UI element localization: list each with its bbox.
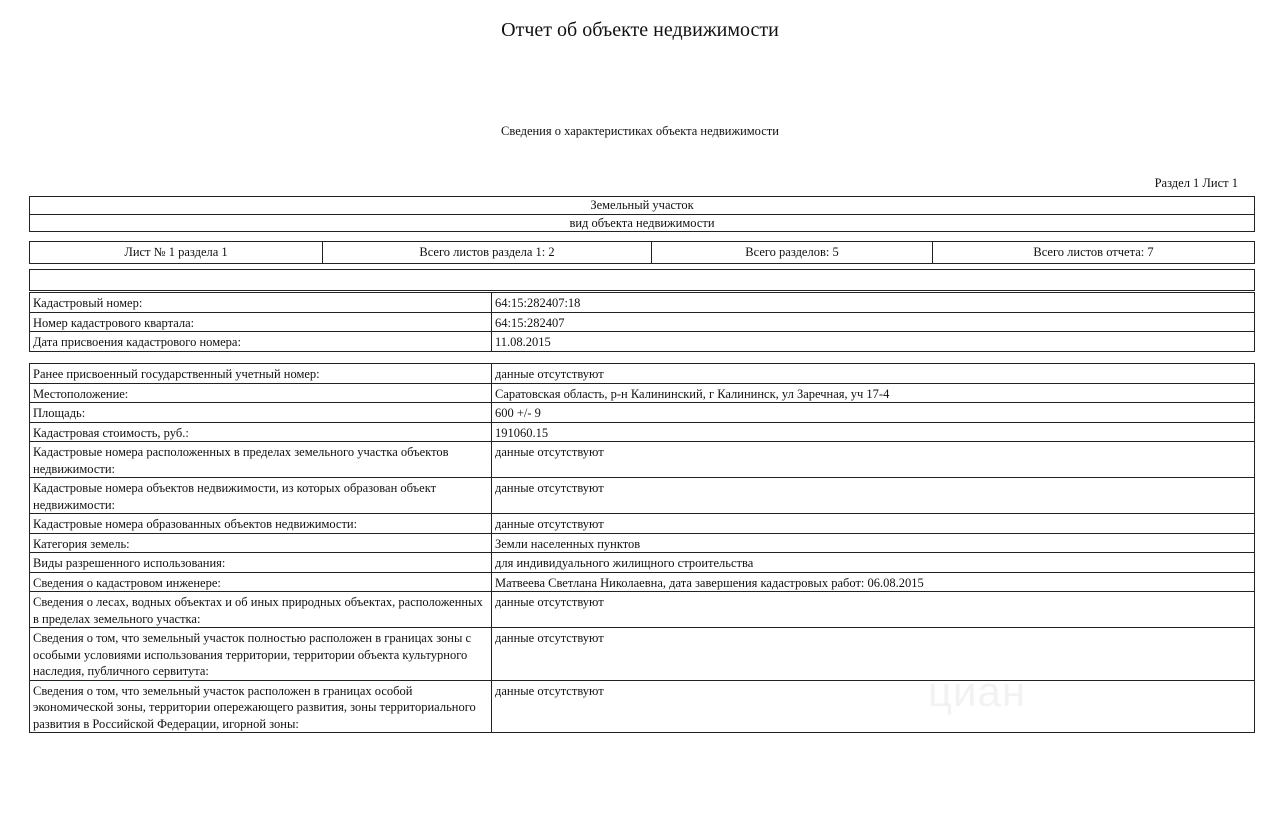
field-value: данные отсутствуют: [492, 478, 1255, 514]
field-value: данные отсутствуют: [492, 628, 1255, 681]
table-row: [30, 403, 1255, 423]
field-value: данные отсутствуют: [492, 592, 1255, 628]
field-value: Матвеева Светлана Николаевна, дата завершения кадастровых работ: 06.08.2015: [492, 572, 1255, 592]
table-row: [30, 572, 1255, 592]
table-row: [30, 553, 1255, 573]
characteristics-table: [29, 363, 1255, 733]
object-type-block: [29, 196, 1255, 232]
field-label: Номер кадастрового квартала:: [30, 312, 492, 332]
field-label: Кадастровые номера образованных объектов недвижимости:: [30, 514, 492, 534]
table-row: [30, 533, 1255, 553]
table-row: [30, 628, 1255, 681]
cadastral-ids-table: [29, 292, 1255, 352]
section-sheets-total: Всего листов раздела 1: 2: [322, 242, 651, 263]
report-title: Отчет об объекте недвижимости: [501, 19, 779, 41]
field-value: данные отсутствуют: [492, 364, 1255, 384]
sections-total: Всего разделов: 5: [651, 242, 932, 263]
field-label: Сведения о том, что земельный участок полностью расположен в границах зоны с особыми условиями использования территории, территории объекта культурного наследия, публичного сервитута:: [30, 628, 492, 681]
field-label: Кадастровые номера объектов недвижимости, из которых образован объект недвижимости:: [30, 478, 492, 514]
field-label: Ранее присвоенный государственный учетный номер:: [30, 364, 492, 384]
report-subtitle: Сведения о характеристиках объекта недвижимости: [501, 124, 779, 138]
field-value: Саратовская область, р-н Калининский, г Калининск, ул Заречная, уч 17-4: [492, 383, 1255, 403]
field-value: 64:15:282407:18: [492, 293, 1255, 313]
table-row: [30, 312, 1255, 332]
object-type: Земельный участок: [590, 198, 694, 212]
field-label: Местоположение:: [30, 383, 492, 403]
field-label: Сведения о лесах, водных объектах и об иных природных объектах, расположенных в пределах земельного участка:: [30, 592, 492, 628]
field-value: 11.08.2015: [492, 332, 1255, 352]
table-row: [30, 332, 1255, 352]
table-row: [30, 383, 1255, 403]
field-value: данные отсутствуют: [492, 442, 1255, 478]
field-value: Земли населенных пунктов: [492, 533, 1255, 553]
section-sheet-label: Раздел 1 Лист 1: [1154, 176, 1238, 190]
watermark-logo: циан: [928, 668, 1027, 715]
field-label: Дата присвоения кадастрового номера:: [30, 332, 492, 352]
table-row: [30, 478, 1255, 514]
table-row: [30, 442, 1255, 478]
field-label: Кадастровая стоимость, руб.:: [30, 422, 492, 442]
field-value: данные отсутствуют: [492, 680, 1255, 733]
table-row: [30, 422, 1255, 442]
field-value: для индивидуального жилищного строительства: [492, 553, 1255, 573]
field-label: Виды разрешенного использования:: [30, 553, 492, 573]
sheets-info-row: [29, 241, 1255, 264]
table-row: [30, 592, 1255, 628]
report-sheets-total: Всего листов отчета: 7: [932, 242, 1254, 263]
table-row: [30, 514, 1255, 534]
field-value: 64:15:282407: [492, 312, 1255, 332]
field-label: Категория земель:: [30, 533, 492, 553]
field-label: Сведения о том, что земельный участок расположен в границах особой экономической зоны, территории опережающего развития, зоны территориального развития в Российской Федерации, игорной зоны:: [30, 680, 492, 733]
table-row: [30, 680, 1255, 733]
field-value: 191060.15: [492, 422, 1255, 442]
object-type-caption: вид объекта недвижимости: [30, 214, 1254, 231]
table-row: [30, 364, 1255, 384]
field-label: Площадь:: [30, 403, 492, 423]
field-label: Кадастровый номер:: [30, 293, 492, 313]
empty-row: [29, 269, 1255, 291]
field-value: 600 +/- 9: [492, 403, 1255, 423]
field-value: данные отсутствуют: [492, 514, 1255, 534]
table-row: [30, 293, 1255, 313]
field-label: Сведения о кадастровом инженере:: [30, 572, 492, 592]
sheet-number: Лист № 1 раздела 1: [124, 245, 228, 259]
field-label: Кадастровые номера расположенных в пределах земельного участка объектов недвижимости:: [30, 442, 492, 478]
